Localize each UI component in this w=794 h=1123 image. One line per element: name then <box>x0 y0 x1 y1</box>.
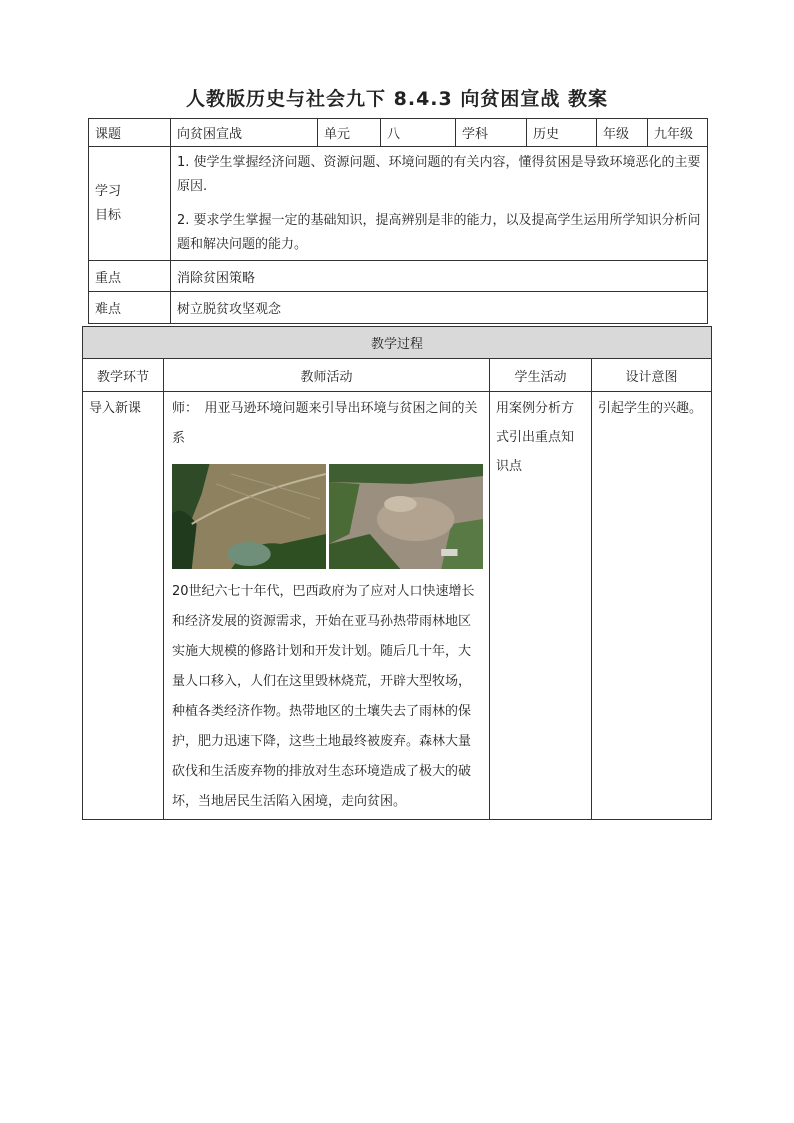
objectives-label-line-1: 学习 <box>95 183 122 199</box>
key-point-value: 消除贫困策略 <box>171 261 708 292</box>
subject-label: 学科 <box>456 119 527 147</box>
photo-strip <box>172 464 483 569</box>
unit-label: 单元 <box>318 119 381 147</box>
course-value: 向贫困宣战 <box>171 119 318 147</box>
deforestation-aerial-photo <box>172 464 326 569</box>
teaching-process-table <box>82 326 712 820</box>
process-header: 教学过程 <box>83 327 712 359</box>
course-label: 课题 <box>89 119 171 147</box>
teacher-lead-text: 师： 用亚马逊环境问题来引导出环境与贫困之间的关系 <box>172 401 478 446</box>
teacher-activity-cell <box>164 392 490 820</box>
unit-value: 八 <box>381 119 456 147</box>
objectives-label <box>89 147 171 261</box>
grade-value: 九年级 <box>648 119 708 147</box>
difficulty-value: 树立脱贫攻坚观念 <box>171 292 708 324</box>
subject-value: 历史 <box>527 119 597 147</box>
col-teacher-header: 教师活动 <box>164 359 490 392</box>
stage-cell: 导入新课 <box>83 392 164 820</box>
objectives-label-line-2: 目标 <box>95 207 122 223</box>
student-activity-cell: 用案例分析方式引出重点知识点 <box>490 392 592 820</box>
lesson-info-table <box>88 118 708 324</box>
col-stage-header: 教学环节 <box>83 359 164 392</box>
objectives-content <box>171 147 708 261</box>
objective-1: 1. 使学生掌握经济问题、资源问题、环境问题的有关内容，懂得贫困是导致环境恶化的主要原因. <box>177 154 701 194</box>
table-row <box>83 392 712 820</box>
objective-2: 2. 要求学生掌握一定的基础知识，提高辨别是非的能力，以及提高学生运用所学知识分析问题和解决问题的能力。 <box>177 212 701 252</box>
mining-site-photo <box>329 464 483 569</box>
key-point-label: 重点 <box>89 261 171 292</box>
design-intent-cell: 引起学生的兴趣。 <box>592 392 712 820</box>
grade-label: 年级 <box>597 119 648 147</box>
teacher-body-text: 20世纪六七十年代，巴西政府为了应对人口快速增长和经济发展的资源需求，开始在亚马孙热带雨林地区实施大规模的修路计划和开发计划。随后几十年，大量人口移入，人们在这里毁林烧荒，开辟大型牧场，种植各类经济作物。热带地区的土壤失去了雨林的保护，肥力迅速下降，这些土地最终被废弃。森林大量砍伐和生活废弃物的排放对生态环境造成了极大的破坏，当地居民生活陷入困境，走向贫困。 <box>172 584 475 809</box>
col-student-header: 学生活动 <box>490 359 592 392</box>
page-title: 人教版历史与社会九下 8.4.3 向贫困宣战 教案 <box>186 88 608 110</box>
difficulty-label: 难点 <box>89 292 171 324</box>
col-design-header: 设计意图 <box>592 359 712 392</box>
